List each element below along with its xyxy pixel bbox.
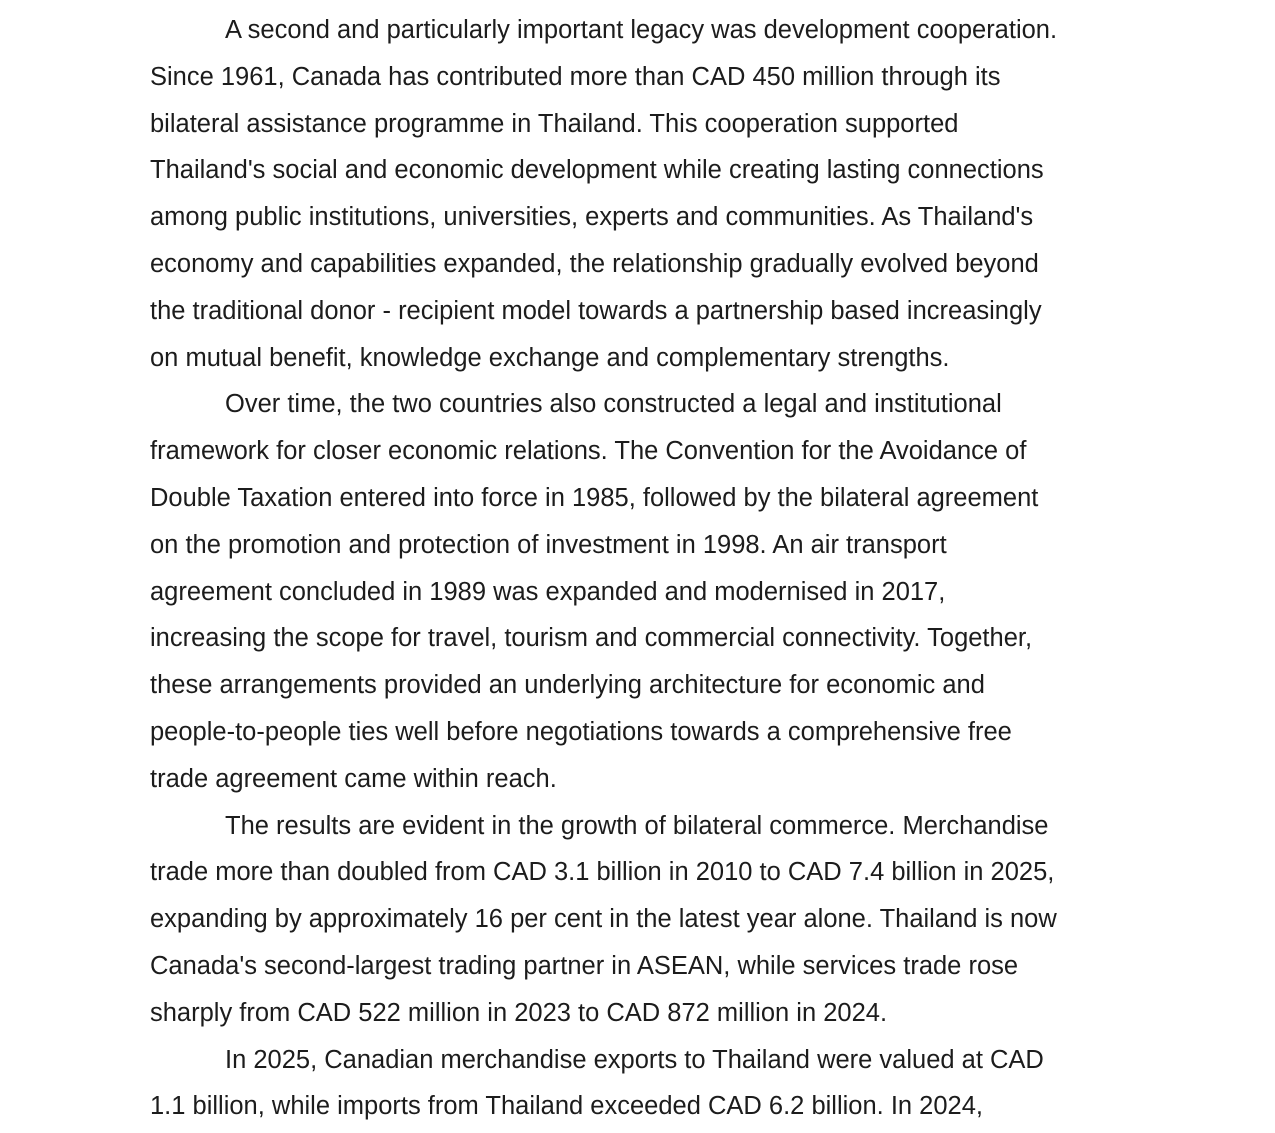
- paragraph-line: trade agreement came within reach.: [150, 764, 557, 793]
- paragraph-line: the traditional donor - recipient model towards a partnership based increasingly: [150, 296, 1042, 325]
- paragraph-line: among public institutions, universities, experts and communities. As Thailand's: [150, 203, 1034, 232]
- paragraph-line: expanding by approximately 16 per cent in the latest year alone. Thailand is now: [150, 905, 1057, 934]
- paragraph-line: In 2025, Canadian merchandise exports to Thailand were valued at CAD: [225, 1045, 1044, 1074]
- paragraph-line: sharply from CAD 522 million in 2023 to CAD 872 million in 2024.: [150, 998, 888, 1027]
- paragraph-line: people-to-people ties well before negotiations towards a comprehensive free: [150, 717, 1012, 746]
- paragraph-line: on mutual benefit, knowledge exchange and complementary strengths.: [150, 343, 950, 372]
- paragraph-line: Over time, the two countries also constructed a legal and institutional: [225, 390, 1002, 419]
- paragraph-line: Canada's second-largest trading partner in ASEAN, while services trade rose: [150, 951, 1019, 980]
- paragraph-line: trade more than doubled from CAD 3.1 billion in 2010 to CAD 7.4 billion in 2025,: [150, 858, 1055, 887]
- paragraph-line: 1.1 billion, while imports from Thailand exceeded CAD 6.2 billion. In 2024,: [150, 1092, 983, 1121]
- paragraph-line: Double Taxation entered into force in 1985, followed by the bilateral agreement: [150, 483, 1039, 512]
- paragraph-line: Since 1961, Canada has contributed more than CAD 450 million through its: [150, 62, 1001, 91]
- paragraph-line: on the promotion and protection of investment in 1998. An air transport: [150, 530, 947, 559]
- document-body: [150, 7, 1118, 1130]
- paragraph-exports-imports: [150, 1037, 1118, 1131]
- paragraph-line: bilateral assistance programme in Thailand. This cooperation supported: [150, 109, 959, 138]
- paragraph-line: increasing the scope for travel, tourism and commercial connectivity. Together,: [150, 624, 1033, 653]
- paragraph-bilateral-commerce: [150, 803, 1118, 1037]
- paragraph-line: The results are evident in the growth of bilateral commerce. Merchandise: [225, 811, 1049, 840]
- paragraph-development-cooperation: [150, 7, 1118, 381]
- paragraph-legal-framework: [150, 381, 1118, 802]
- paragraph-line: Thailand's social and economic development while creating lasting connections: [150, 156, 1044, 185]
- paragraph-line: these arrangements provided an underlying architecture for economic and: [150, 671, 985, 700]
- paragraph-line: economy and capabilities expanded, the relationship gradually evolved beyond: [150, 249, 1039, 278]
- paragraph-line: A second and particularly important legacy was development cooperation.: [225, 16, 1058, 44]
- paragraph-line: agreement concluded in 1989 was expanded and modernised in 2017,: [150, 577, 946, 606]
- paragraph-line: framework for closer economic relations. The Convention for the Avoidance of: [150, 437, 1027, 466]
